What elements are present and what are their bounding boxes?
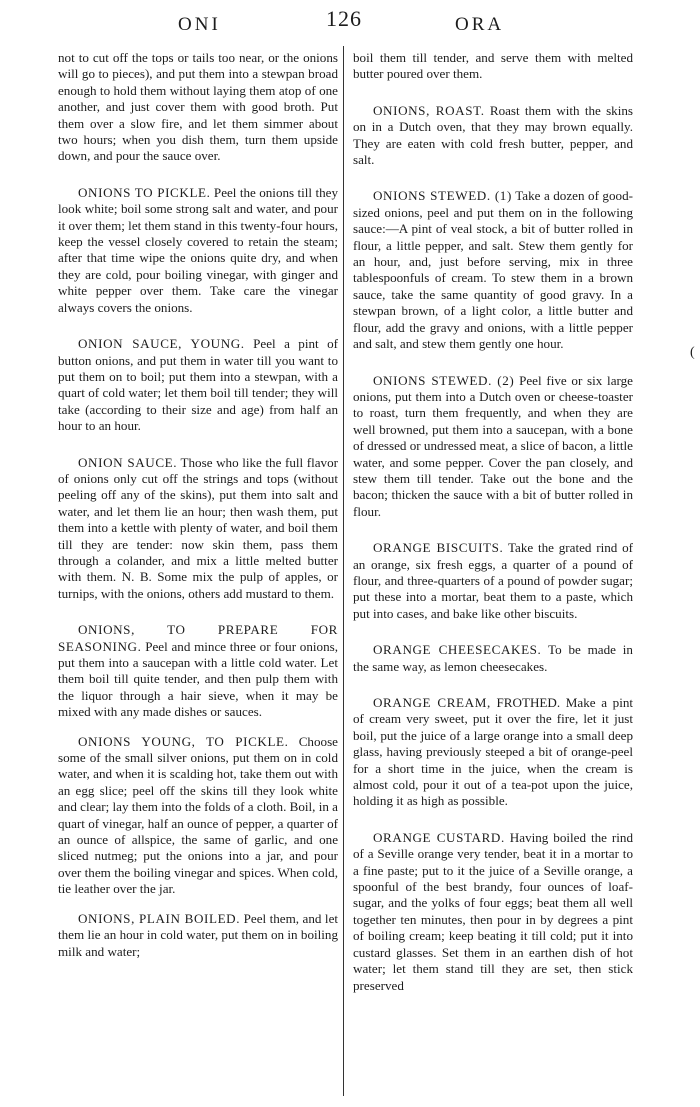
recipe-entry (353, 540, 633, 622)
recipe-entry (58, 734, 338, 898)
recipe-heading: ONIONS TO PICKLE. (78, 184, 211, 200)
recipe-entry (353, 373, 633, 521)
recipe-subheading: FROTHED. (496, 695, 561, 710)
recipe-text: Roast them with the skins on in a Dutch oven, that they may brown equally. They are eaten with cold fresh butter, pepper, and salt. (353, 102, 633, 168)
recipe-heading: ORANGE CUSTARD. (373, 829, 505, 845)
recipe-heading: ONIONS, TO PREPARE FOR SEASONING. (58, 622, 338, 654)
recipe-heading: ONION SAUCE. (78, 454, 178, 470)
recipe-heading: ONIONS YOUNG, TO PICKLE. (78, 733, 289, 749)
recipe-entry (58, 336, 338, 434)
recipe-text: Having boiled the rind of a Seville orange very tender, beat it in a mortar to a fine paste; put to it the juice of a Seville orange, a spoonful of the best brandy, four ounces of loaf-sugar, and the yolks of four eggs; beat them all well together ten minutes, then pour in by degrees a pint of boiling cream; keep beating it till cold; put it into custard glasses. Set them in an earthen dish of hot water; let them stand till they are set, then stick preserved (353, 829, 633, 993)
header-guide-left: ONI (178, 14, 221, 35)
recipe-entry (353, 103, 633, 169)
recipe-heading: ONIONS, ROAST. (373, 102, 485, 118)
recipe-entry (353, 50, 633, 83)
recipe-heading: ONIONS STEWED. (2) (373, 372, 515, 388)
recipe-text: To be made in the same way, as lemon cheesecakes. (353, 642, 633, 674)
recipe-text: Peel and mince three or four onions, put them into a saucepan with a little cold water. Let them boil till quite tender, and then pulp them with the liquor through a hair sieve, when it may be mixed with any made dishes or sauces. (58, 638, 338, 720)
recipe-entry (353, 188, 633, 352)
recipe-text: boil them till tender, and serve them with melted butter poured over them. (353, 50, 633, 82)
recipe-entry (353, 695, 633, 810)
recipe-entry (58, 50, 338, 165)
recipe-heading: ONIONS, PLAIN BOILED. (78, 910, 241, 926)
recipe-text: not to cut off the tops or tails too near, or the onions will go to pieces), and put them into a stewpan broad enough to hold them without laying them atop of one another, and just cover them with good broth. Put them over a slow fire, and let them simmer about two hours; when you dish them, turn them upside down, and pour the sauce over. (58, 50, 338, 164)
recipe-entry (353, 830, 633, 994)
running-header (0, 6, 700, 38)
header-guide-right: ORA (455, 14, 505, 35)
recipe-text: Peel five or six large onions, put them into a Dutch oven or cheese-toaster to roast, turn them frequently, and when they are well browned, put them into a saucepan, with a bone of dressed or undressed meat, a slice of bacon, a little water, and some pepper. Cover the pan closely, and stew them till tender. Take out the bone and the bacon; thicken the sauce with a bit of butter rolled in flour. (353, 372, 633, 519)
recipe-heading: ORANGE CREAM, (373, 695, 491, 710)
recipe-entry (58, 185, 338, 316)
right-column (353, 50, 633, 1099)
left-column (58, 50, 338, 1099)
recipe-text: Those who like the full flavor of onions only cut off the strings and tops (without peeling off any of the skins), put them into salt and water, and let them lie an hour; then wash them, put them into a kettle with plenty of water, and boil them till they are tender: now skin them, pass them through a colander, and mix a little melted butter with them. N. B. Some mix the pulp of apples, or turnips, with the onions, others add mustard to them. (58, 454, 338, 601)
recipe-heading: ONIONS STEWED. (1) (373, 188, 512, 204)
recipe-heading: ORANGE BISCUITS. (373, 540, 504, 556)
recipe-entry (58, 622, 338, 720)
recipe-entry (58, 455, 338, 603)
recipe-entry (353, 642, 633, 675)
recipe-heading: ORANGE CHEESECAKES. (373, 642, 542, 658)
page-number: 126 (326, 6, 362, 31)
recipe-text: Peel a pint of button onions, and put them in water till you want to put them on to boil; put them into a stewpan, with a quart of cold water; let them boil till tender; they will take (according to their size and age) from half an hour to an hour. (58, 336, 338, 434)
recipe-heading: ONION SAUCE, YOUNG. (78, 336, 245, 352)
margin-mark: ( (690, 345, 695, 360)
recipe-text: Peel the onions till they look white; boil some strong salt and water, and pour it over them; let them stand in this twenty-four hours, keep the vessel closely covered to retain the steam; after that time wipe the onions quite dry, and when they are cold, pour boiling vinegar, with ginger and white pepper over them. Take care the vinegar always covers the onions. (58, 184, 339, 315)
recipe-text: Choose some of the small silver onions, put them on in cold water, and when it is scalding hot, take them out with an egg slice; peel off the skins till they look white and clear; lay them into the folds of a cloth. Boil, in a quart of vinegar, half an ounce of pepper, a quarter of an ounce of allspice, the same of garlic, and one sliced nutmeg; put the onions into a jar, and pour over them the boiling vinegar and spices. When cold, tie leather over the jar. (58, 733, 338, 897)
column-divider (343, 46, 344, 1096)
recipe-text: Make a pint of cream very sweet, put it over the fire, let it just boil, put the juice of a large orange into a small deep glass, having previously steeped a bit of orange-peel for a short time in the juice, when the cream is almost cold, pour it out of a tea-pot upon the juice, holding it as high as possible. (353, 695, 634, 809)
recipe-text: Take the grated rind of an orange, six fresh eggs, a quarter of a pound of flour, and three-quarters of a pound of powder sugar; put these into a mortar, beat them to a paste, which put into cases, and bake like other biscuits. (353, 540, 633, 621)
recipe-entry (58, 911, 338, 960)
recipe-text: Peel them, and let them lie an hour in cold water, put them on in boiling milk and water; (58, 910, 339, 959)
recipe-text: Take a dozen of good-sized onions, peel and put them on in the following sauce:—A pint of veal stock, a bit of butter rolled in flour, a little pepper, and salt. Stew them gently for an hour, and, just before serving, mix in three tablespoonfuls of cream. To stew them in a brown sauce, take the same quantity of good gravy. In a stewpan brown, of a light color, a little butter and flour, add the gravy and onions, with a little pepper and salt, and stew them gently one hour. (353, 188, 633, 352)
